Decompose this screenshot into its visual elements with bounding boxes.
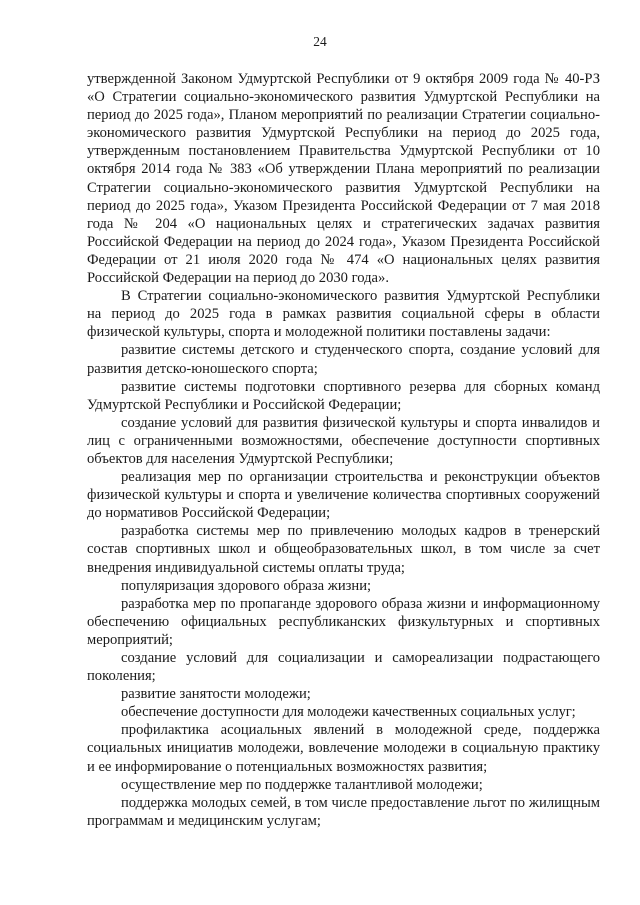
list-item-construction: реализация мер по организации строительства и реконструкции объектов физической культуры и спорта и увеличение количества спортивных сооружений до нормативов Российской Федерации; [87, 469, 600, 522]
list-item-disabled-sport: создание условий для развития физической культуры и спорта инвалидов и лиц с ограниченными возможностями, обеспечение доступности спортивных объектов для населения Удмуртской Республики; [87, 414, 600, 467]
page-number: 24 [313, 34, 327, 49]
paragraph-intro-continuation: утвержденной Законом Удмуртской Республики от 9 октября 2009 года № 40-РЗ «О Стратегии социально-экономического развития Удмуртской Республики на период до 2025 года», Планом мероприятий по реализации Стратегии социально-экономического развития Удмуртской Республики на период до 2025 года, утвержденным постановлением Правительства Удмуртской Республики от 10 октября 2014 года № 383 «Об утверждении Плана мероприятий по реализации Стратегии социально-экономического развития Удмуртской Республики на период до 2025 года», Указом Президента Российской Федерации от 7 мая 2018 года № 204 «О национальных целях и стратегических задачах развития Российской Федерации на период до 2024 года», Указом Президента Российской Федерации от 21 июля 2020 года № 474 «О национальных целях развития Российской Федерации на период до 2030 года». [87, 71, 600, 287]
list-item-youth-employment: развитие занятости молодежи; [121, 686, 311, 703]
list-item-prevention: профилактика асоциальных явлений в молодежной среде, поддержка социальных инициатив молодежи, вовлечение молодежи в социальную практику и ее информирование о потенциальных возможностях развития; [87, 722, 600, 775]
list-item-social-services: обеспечение доступности для молодежи качественных социальных услуг; [121, 704, 576, 721]
list-item-propaganda: разработка мер по пропаганде здорового образа жизни и информационному обеспечению официальных республиканских физкультурных и спортивных мероприятий; [87, 595, 600, 648]
list-item-youth-sport: развитие системы детского и студенческого спорта, создание условий для развития детско-юношеского спорта; [87, 342, 600, 377]
list-item-coaching-staff: разработка системы мер по привлечению молодых кадров в тренерский состав спортивных школ и общеобразовательных школ, в том числе за счет внедрения индивидуальной системы оплаты труда; [87, 523, 600, 576]
list-item-socialization: создание условий для социализации и самореализации подрастающего поколения; [87, 650, 600, 685]
document-body [87, 70, 600, 830]
list-item-young-families: поддержка молодых семей, в том числе предоставление льгот по жилищным программам и медицинским услугам; [87, 794, 600, 829]
paragraph-strategy-tasks: В Стратегии социально-экономического развития Удмуртской Республики на период до 2025 года в рамках развития социальной сферы в области физической культуры, спорта и молодежной политики поставлены задачи: [87, 288, 600, 341]
list-item-talented-youth: осуществление мер по поддержке талантливой молодежи; [121, 776, 483, 793]
list-item-healthy-lifestyle: популяризация здорового образа жизни; [121, 577, 372, 594]
list-item-sport-reserve: развитие системы подготовки спортивного резерва для сборных команд Удмуртской Республики и Российской Федерации; [87, 378, 600, 413]
